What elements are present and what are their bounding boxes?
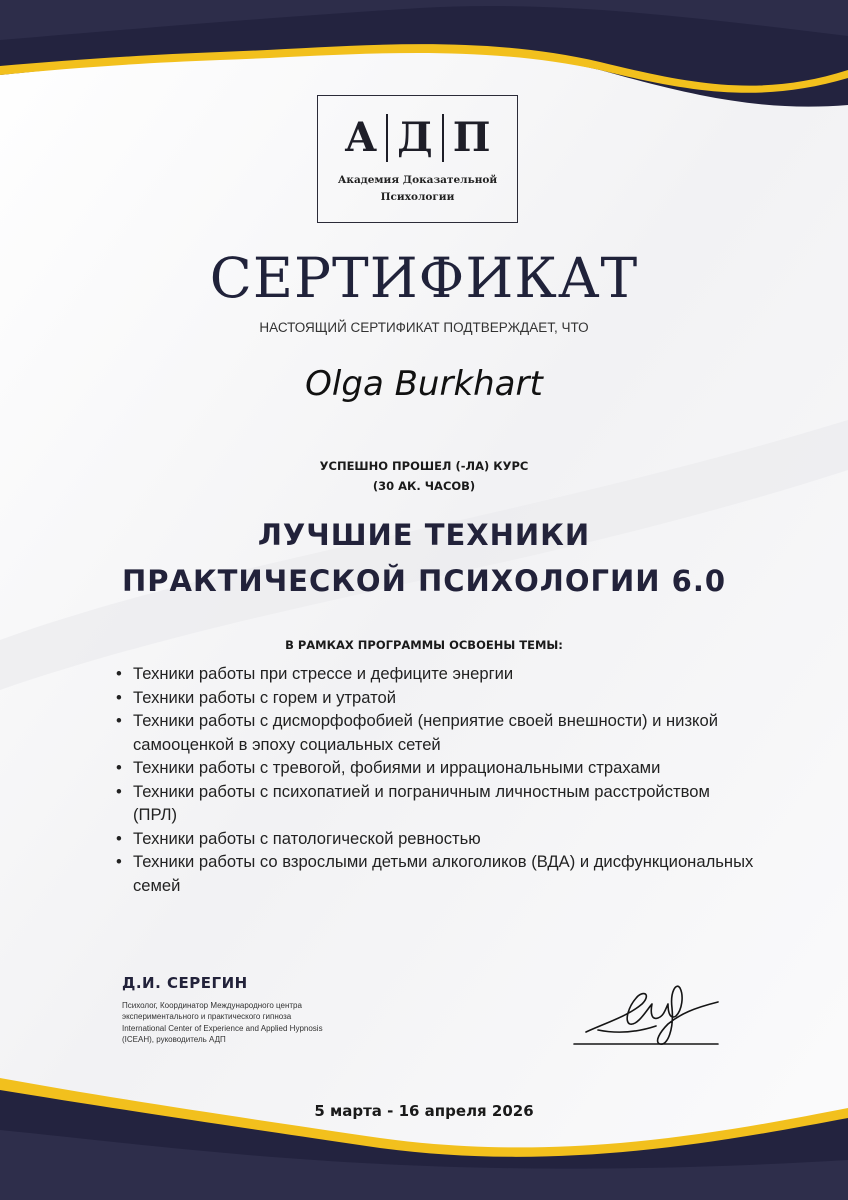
handwritten-signature	[568, 978, 728, 1052]
topic-text: Техники работы с патологической ревностью	[133, 828, 481, 848]
course-dates: 5 марта - 16 апреля 2026	[314, 1102, 534, 1120]
logo-caption-line2: Психологии	[380, 191, 455, 203]
bullet-icon: •	[116, 687, 122, 707]
topics-list	[116, 662, 756, 897]
signer-description: Психолог, Координатор Международного центра экспериментального и практического гипноза International Center of Experience and Applied Hypnosis (ICEAH), руководитель АДП	[122, 1001, 323, 1045]
topic-item	[116, 850, 756, 897]
bullet-icon: •	[116, 828, 122, 848]
recipient-name: Olga Burkhart	[305, 364, 543, 404]
bullet-icon: •	[116, 711, 122, 730]
certificate-title: СЕРТИФИКАТ	[209, 246, 639, 310]
topic-text: Техники работы с психопатией и пограничным личностным расстройством (ПРЛ)	[133, 781, 710, 824]
topic-text: Техники работы со взрослыми детьми алкоголиков (ВДА) и дисфункциональных семей	[133, 852, 754, 895]
bullet-icon: •	[116, 758, 122, 777]
logo-letter: П	[452, 114, 491, 161]
bullet-icon: •	[116, 852, 122, 871]
course-title-line2: ПРАКТИЧЕСКОЙ ПСИХОЛОГИИ 6.0	[121, 564, 727, 598]
topics-heading: В РАМКАХ ПРОГРАММЫ ОСВОЕНЫ ТЕМЫ:	[285, 638, 563, 652]
topic-text: Техники работы с горем и утратой	[133, 687, 396, 707]
topic-text: Техники работы при стрессе и дефиците энергии	[133, 664, 514, 683]
topic-item	[116, 756, 756, 780]
course-title	[0, 512, 848, 604]
signer-name: Д.И. СЕРЕГИН	[122, 974, 248, 992]
logo-letters	[318, 114, 517, 162]
hours-line: (30 АК. ЧАСОВ)	[372, 479, 476, 493]
bullet-icon: •	[116, 664, 122, 683]
course-title-line1: ЛУЧШИЕ ТЕХНИКИ	[257, 518, 591, 552]
topic-text: Техники работы с тревогой, фобиями и иррациональными страхами	[133, 758, 661, 777]
passed-line: УСПЕШНО ПРОШЕЛ (-ЛА) КУРС	[319, 459, 529, 473]
academy-logo	[317, 95, 518, 223]
logo-letter: А	[344, 114, 378, 161]
confirm-text: НАСТОЯЩИЙ СЕРТИФИКАТ ПОДТВЕРЖДАЕТ, ЧТО	[259, 320, 589, 335]
topic-item	[116, 827, 756, 851]
topic-text: Техники работы с дисморфофобией (неприятие своей внешности) и низкой самооценкой в эпоху социальных сетей	[133, 711, 719, 754]
logo-letter: Д	[397, 114, 433, 161]
bullet-icon: •	[116, 781, 122, 801]
topic-item	[116, 686, 756, 710]
topic-item	[116, 662, 756, 686]
topic-item	[116, 780, 756, 827]
passed-course-text	[0, 456, 848, 496]
topic-item	[116, 709, 756, 756]
logo-caption-line1: Академия Доказательной	[337, 174, 498, 186]
